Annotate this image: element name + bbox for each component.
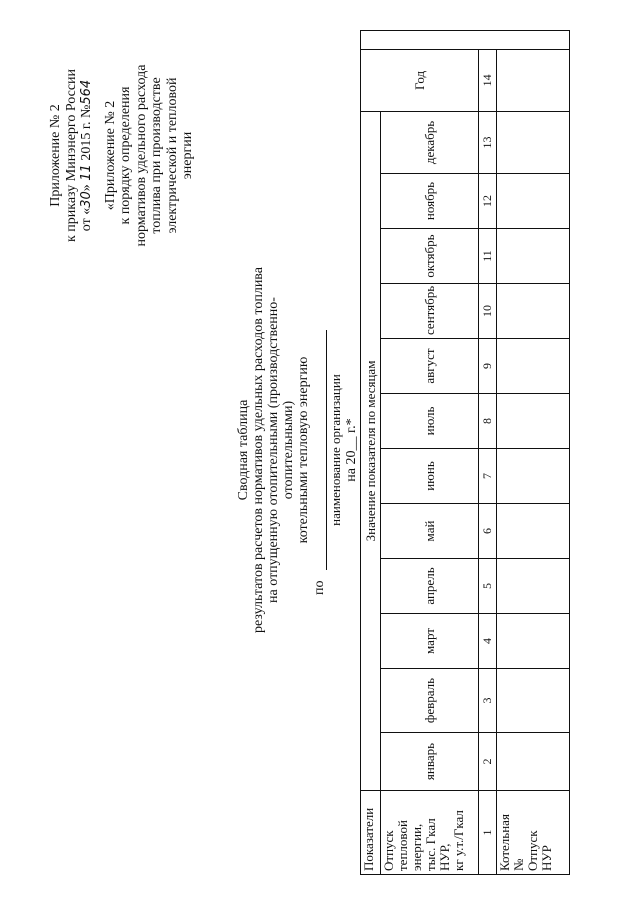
appendix-block xyxy=(48,48,196,263)
column-number: 5 xyxy=(479,559,497,614)
month-header: март xyxy=(381,614,479,669)
handwritten-month: 11 xyxy=(79,164,94,181)
month-header: июнь xyxy=(381,449,479,504)
appendix-sub-line: электрической и тепловой xyxy=(164,77,180,234)
spacer-cell xyxy=(361,30,570,49)
column-number-row xyxy=(479,30,497,874)
appendix-sub-line: энергии xyxy=(180,131,195,180)
empty-cell xyxy=(497,174,570,229)
empty-cell xyxy=(497,733,570,791)
label-line: Котельная xyxy=(497,814,512,871)
empty-cell xyxy=(497,449,570,504)
po-label: по xyxy=(312,580,327,595)
label-line: тыс. Гкал xyxy=(423,818,438,871)
title-line: Сводная таблица xyxy=(236,399,251,501)
label-line: тепловой xyxy=(395,820,410,871)
empty-cell xyxy=(497,229,570,284)
table-row xyxy=(497,30,570,874)
label-line: кг у.т./Гкал xyxy=(451,810,466,871)
title-line: результатов расчетов нормативов удельных расходов топлива xyxy=(251,267,266,633)
appendix-date-line: от «30» 11 2015 г. №564 xyxy=(79,79,94,232)
month-header: июль xyxy=(381,394,479,449)
empty-cell xyxy=(497,559,570,614)
organization-blank-line xyxy=(326,330,327,570)
empty-cell xyxy=(497,111,570,173)
month-header: февраль xyxy=(381,669,479,733)
label-line: НУР xyxy=(539,845,554,871)
label-line: Отпуск xyxy=(381,830,396,871)
appendix-order: к приказу Минэнерго России xyxy=(63,68,79,243)
column-number: 12 xyxy=(479,174,497,229)
empty-cell xyxy=(497,504,570,559)
appendix-sub-line: нормативов удельного расхода xyxy=(133,64,149,247)
row-label-output xyxy=(381,791,479,875)
year-line: на 20__ г.* xyxy=(344,418,359,482)
empty-cell xyxy=(497,49,570,111)
month-header: январь xyxy=(381,733,479,791)
month-header: апрель xyxy=(381,559,479,614)
empty-cell xyxy=(497,284,570,339)
handwritten-day: 30 xyxy=(79,191,94,208)
column-number: 1 xyxy=(479,791,497,875)
column-number: 7 xyxy=(479,449,497,504)
column-number: 14 xyxy=(479,49,497,111)
label-line: № xyxy=(511,858,526,871)
organization-caption: наименование организации xyxy=(328,374,343,526)
empty-cell xyxy=(497,394,570,449)
column-number: 6 xyxy=(479,504,497,559)
column-number: 8 xyxy=(479,394,497,449)
months-group-header: Значение показателя по месяцам xyxy=(361,111,381,790)
document-title xyxy=(236,250,311,650)
column-number: 4 xyxy=(479,614,497,669)
month-header: май xyxy=(381,504,479,559)
year-header: Год xyxy=(361,49,479,111)
appendix-sub-line: топлива при производстве xyxy=(149,77,164,234)
handwritten-number: 564 xyxy=(79,79,94,105)
row-label-boiler xyxy=(497,791,570,875)
label-line: НУР, xyxy=(437,843,452,871)
empty-cell xyxy=(497,339,570,394)
column-number: 3 xyxy=(479,669,497,733)
month-header: ноябрь xyxy=(381,174,479,229)
column-number: 9 xyxy=(479,339,497,394)
empty-cell xyxy=(497,614,570,669)
month-header: август xyxy=(381,339,479,394)
title-line: на отпущенную отопительными (производственно-отопительными) xyxy=(266,297,296,603)
empty-cell xyxy=(497,669,570,733)
column-number: 10 xyxy=(479,284,497,339)
header-row-1 xyxy=(361,30,381,874)
month-header: октябрь xyxy=(381,229,479,284)
column-number: 13 xyxy=(479,111,497,173)
month-header: сентябрь xyxy=(381,284,479,339)
appendix-sub-title: «Приложение № 2 xyxy=(102,100,118,211)
label-line: Отпуск xyxy=(525,830,540,871)
column-number: 11 xyxy=(479,229,497,284)
header-row-2 xyxy=(381,30,479,874)
label-line: энергии, xyxy=(409,823,424,871)
col-header-indicators: Показатели xyxy=(361,791,381,875)
column-number: 2 xyxy=(479,733,497,791)
summary-table xyxy=(360,30,570,875)
appendix-title: Приложение № 2 xyxy=(48,104,63,207)
appendix-sub-line: к порядку определения xyxy=(118,86,133,225)
month-header: декабрь xyxy=(381,111,479,173)
title-line: котельными тепловую энергию xyxy=(296,356,311,544)
